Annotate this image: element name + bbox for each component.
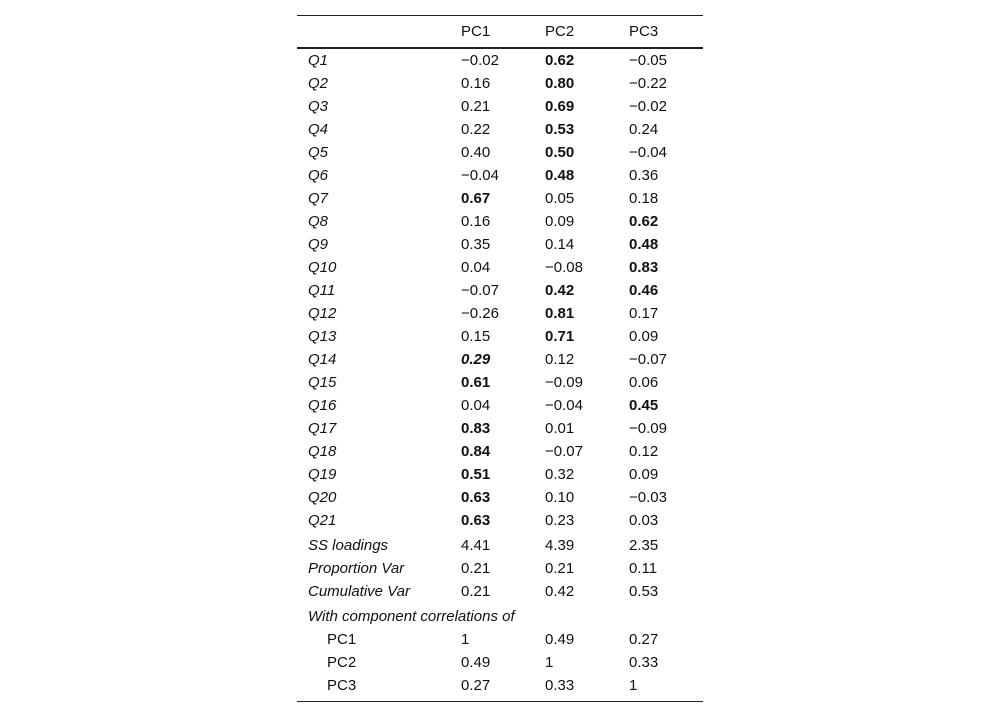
table-row — [297, 371, 703, 394]
cell-pc3: −0.05 — [629, 52, 667, 69]
row-label: PC2 — [327, 654, 357, 671]
cell-pc2: 0.14 — [545, 236, 575, 253]
cell-pc3: 0.36 — [629, 167, 659, 184]
table-header — [297, 16, 703, 49]
cell-pc1: 1 — [461, 631, 470, 648]
cell-pc3: 0.62 — [629, 213, 659, 230]
cell-pc1: 0.40 — [461, 144, 491, 161]
table-row — [297, 325, 703, 348]
table-row — [297, 118, 703, 141]
table-row — [297, 486, 703, 509]
cell-pc1: 0.27 — [461, 677, 491, 694]
cell-pc1: 0.15 — [461, 328, 491, 345]
row-label: Q16 — [308, 397, 337, 414]
cell-pc3: −0.09 — [629, 420, 667, 437]
cell-pc3: 0.12 — [629, 443, 659, 460]
table-row — [297, 509, 703, 532]
row-label: Q7 — [308, 190, 329, 207]
correlation-row — [297, 674, 703, 697]
row-label: Q20 — [308, 489, 337, 506]
table-row — [297, 210, 703, 233]
row-label: Q11 — [308, 282, 336, 299]
header-pc1: PC1 — [461, 23, 491, 40]
cell-pc3: 0.27 — [629, 631, 659, 648]
table-row — [297, 233, 703, 256]
header-pc3: PC3 — [629, 23, 659, 40]
table-row — [297, 279, 703, 302]
row-label: Q4 — [308, 121, 329, 138]
table-row — [297, 164, 703, 187]
table-row — [297, 394, 703, 417]
cell-pc3: 0.11 — [629, 560, 658, 577]
table-row — [297, 348, 703, 371]
cell-pc1: 0.51 — [461, 466, 491, 483]
cell-pc1: 0.04 — [461, 397, 491, 414]
correlation-row — [297, 651, 703, 674]
cell-pc3: 0.48 — [629, 236, 659, 253]
cell-pc1: 0.83 — [461, 420, 491, 437]
cell-pc3: 0.09 — [629, 466, 659, 483]
table-row — [297, 302, 703, 325]
cell-pc3: −0.03 — [629, 489, 667, 506]
cell-pc1: 0.35 — [461, 236, 491, 253]
summary-row — [297, 534, 703, 557]
row-label: Cumulative Var — [308, 583, 410, 600]
cell-pc2: 0.05 — [545, 190, 575, 207]
cell-pc2: 0.81 — [545, 305, 575, 322]
cell-pc1: 0.61 — [461, 374, 491, 391]
cell-pc2: −0.07 — [545, 443, 583, 460]
cell-pc2: 0.80 — [545, 75, 575, 92]
row-label: Q2 — [308, 75, 329, 92]
correlations-label: With component correlations of — [308, 608, 515, 625]
cell-pc2: 0.62 — [545, 52, 575, 69]
cell-pc1: 0.63 — [461, 512, 491, 529]
cell-pc3: 0.17 — [629, 305, 659, 322]
row-label: Proportion Var — [308, 560, 405, 577]
cell-pc1: −0.02 — [461, 52, 499, 69]
cell-pc1: 0.63 — [461, 489, 491, 506]
cell-pc3: 0.83 — [629, 259, 659, 276]
cell-pc3: −0.02 — [629, 98, 667, 115]
cell-pc2: 0.42 — [545, 282, 575, 299]
cell-pc2: 1 — [545, 654, 554, 671]
cell-pc2: 0.49 — [545, 631, 575, 648]
cell-pc3: 0.09 — [629, 328, 659, 345]
header-pc2: PC2 — [545, 23, 575, 40]
cell-pc3: 0.33 — [629, 654, 659, 671]
cell-pc2: 0.01 — [545, 420, 575, 437]
cell-pc2: −0.09 — [545, 374, 583, 391]
cell-pc2: −0.04 — [545, 397, 583, 414]
cell-pc2: 0.33 — [545, 677, 575, 694]
row-label: Q8 — [308, 213, 329, 230]
correlation-row — [297, 628, 703, 651]
cell-pc2: 4.39 — [545, 537, 575, 554]
cell-pc2: 0.53 — [545, 121, 575, 138]
cell-pc1: −0.26 — [461, 305, 499, 322]
cell-pc2: 0.69 — [545, 98, 575, 115]
cell-pc1: 4.41 — [461, 537, 491, 554]
cell-pc3: 0.24 — [629, 121, 659, 138]
cell-pc1: 0.29 — [461, 351, 491, 368]
cell-pc1: 0.21 — [461, 583, 491, 600]
row-label: Q21 — [308, 512, 337, 529]
cell-pc2: 0.32 — [545, 466, 575, 483]
cell-pc3: 1 — [629, 677, 638, 694]
cell-pc2: 0.48 — [545, 167, 575, 184]
row-label: Q17 — [308, 420, 337, 437]
cell-pc3: −0.04 — [629, 144, 667, 161]
table-row — [297, 417, 703, 440]
cell-pc2: 0.71 — [545, 328, 575, 345]
table-row — [297, 49, 703, 72]
cell-pc2: 0.12 — [545, 351, 575, 368]
cell-pc1: 0.21 — [461, 560, 491, 577]
cell-pc3: 0.18 — [629, 190, 659, 207]
cell-pc3: −0.22 — [629, 75, 667, 92]
row-label: PC1 — [327, 631, 357, 648]
cell-pc1: 0.49 — [461, 654, 491, 671]
table-row — [297, 463, 703, 486]
table-row — [297, 72, 703, 95]
cell-pc2: 0.42 — [545, 583, 575, 600]
cell-pc1: 0.16 — [461, 213, 491, 230]
row-label: Q19 — [308, 466, 337, 483]
cell-pc2: 0.10 — [545, 489, 575, 506]
cell-pc2: 0.23 — [545, 512, 575, 529]
cell-pc3: −0.07 — [629, 351, 667, 368]
cell-pc1: 0.84 — [461, 443, 491, 460]
cell-pc1: 0.04 — [461, 259, 491, 276]
row-label: Q13 — [308, 328, 337, 345]
cell-pc1: −0.04 — [461, 167, 499, 184]
row-label: Q15 — [308, 374, 337, 391]
summary-row — [297, 557, 703, 580]
row-label: Q3 — [308, 98, 329, 115]
row-label: Q1 — [308, 52, 329, 69]
cell-pc1: 0.22 — [461, 121, 491, 138]
table-row — [297, 440, 703, 463]
cell-pc3: 0.03 — [629, 512, 659, 529]
correlation-rows — [297, 628, 703, 697]
row-label: Q18 — [308, 443, 337, 460]
table-row — [297, 187, 703, 210]
row-label: Q14 — [308, 351, 337, 368]
table-row — [297, 256, 703, 279]
row-label: Q5 — [308, 144, 329, 161]
cell-pc2: 0.50 — [545, 144, 575, 161]
table-row — [297, 95, 703, 118]
cell-pc2: 0.21 — [545, 560, 575, 577]
cell-pc1: −0.07 — [461, 282, 499, 299]
summary-row — [297, 580, 703, 603]
cell-pc1: 0.67 — [461, 190, 491, 207]
row-label: Q6 — [308, 167, 329, 184]
row-label: Q12 — [308, 305, 337, 322]
cell-pc1: 0.16 — [461, 75, 491, 92]
row-label: Q9 — [308, 236, 329, 253]
cell-pc1: 0.21 — [461, 98, 491, 115]
cell-pc2: 0.09 — [545, 213, 575, 230]
cell-pc3: 0.06 — [629, 374, 659, 391]
row-label: SS loadings — [308, 537, 389, 554]
cell-pc3: 2.35 — [629, 537, 659, 554]
cell-pc3: 0.46 — [629, 282, 659, 299]
correlations-heading — [297, 605, 703, 628]
cell-pc2: −0.08 — [545, 259, 583, 276]
table-row — [297, 141, 703, 164]
row-label: PC3 — [327, 677, 357, 694]
loadings-table — [297, 15, 703, 702]
cell-pc3: 0.53 — [629, 583, 659, 600]
row-label: Q10 — [308, 259, 337, 276]
item-rows — [297, 49, 703, 532]
cell-pc3: 0.45 — [629, 397, 659, 414]
summary-rows — [297, 534, 703, 603]
